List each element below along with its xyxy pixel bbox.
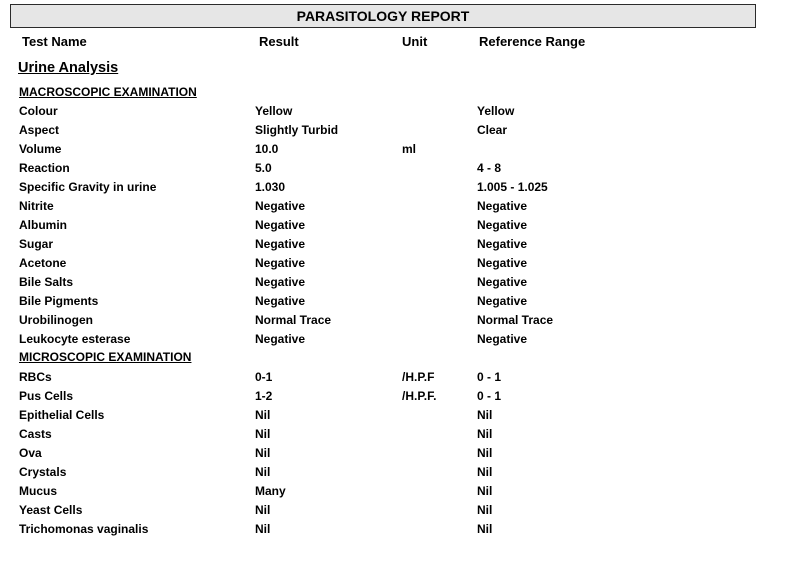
table-row [0,446,789,465]
result-cell: Negative [255,275,306,289]
column-header-result: Result [259,34,299,49]
reference-range-cell: Clear [477,123,508,137]
column-header-reference-range: Reference Range [479,34,586,49]
table-row [0,199,789,218]
test-name-cell: Specific Gravity in urine [19,180,157,194]
reference-range-cell: Nil [477,427,493,441]
reference-range-cell: Nil [477,465,493,479]
reference-range-cell: Negative [477,199,528,213]
result-cell: Normal Trace [255,313,332,327]
table-row [0,522,789,541]
table-row [0,104,789,123]
table-row [0,484,789,503]
table-row [0,237,789,256]
table-row [0,161,789,180]
test-name-cell: Epithelial Cells [19,408,105,422]
result-cell: Negative [255,332,306,346]
result-cell: Yellow [255,104,293,118]
result-cell: Negative [255,218,306,232]
test-name-cell: Pus Cells [19,389,74,403]
reference-range-cell: Normal Trace [477,313,554,327]
table-row [0,503,789,522]
result-cell: 1-2 [255,389,273,403]
table-row [0,427,789,446]
result-cell: 10.0 [255,142,279,156]
test-name-cell: Volume [19,142,62,156]
test-name-cell: Bile Salts [19,275,74,289]
test-name-cell: RBCs [19,370,52,384]
microscopic-examination-title: MICROSCOPIC EXAMINATION [19,350,192,364]
reference-range-cell: Negative [477,275,528,289]
table-row [0,332,789,351]
reference-range-cell: Nil [477,446,493,460]
result-cell: Negative [255,256,306,270]
result-cell: Nil [255,408,271,422]
test-name-cell: Albumin [19,218,67,232]
reference-range-cell: Negative [477,294,528,308]
unit-cell: /H.P.F [402,370,435,384]
test-name-cell: Ova [19,446,42,460]
table-row [0,294,789,313]
unit-cell: ml [402,142,417,156]
table-row [0,408,789,427]
unit-cell: /H.P.F. [402,389,437,403]
result-cell: 1.030 [255,180,286,194]
test-name-cell: Crystals [19,465,67,479]
reference-range-cell: 1.005 - 1.025 [477,180,548,194]
result-cell: Nil [255,446,271,460]
result-cell: Negative [255,294,306,308]
report-title: PARASITOLOGY REPORT [10,4,756,28]
reference-range-cell: Negative [477,237,528,251]
reference-range-cell: 0 - 1 [477,370,502,384]
result-cell: Nil [255,427,271,441]
test-name-cell: Bile Pigments [19,294,99,308]
test-name-cell: Aspect [19,123,60,137]
test-name-cell: Nitrite [19,199,54,213]
section-title-urine-analysis: Urine Analysis [18,60,119,76]
reference-range-cell: Nil [477,408,493,422]
test-name-cell: Mucus [19,484,58,498]
test-name-cell: Colour [19,104,58,118]
result-cell: Many [255,484,286,498]
result-cell: Nil [255,465,271,479]
table-row [0,465,789,484]
test-name-cell: Trichomonas vaginalis [19,522,149,536]
result-cell: Nil [255,503,271,517]
reference-range-cell: Yellow [477,104,515,118]
table-row [0,275,789,294]
table-row [0,142,789,161]
result-cell: Negative [255,237,306,251]
column-header-unit: Unit [402,34,428,49]
table-row [0,370,789,389]
table-row [0,389,789,408]
reference-range-cell: Negative [477,332,528,346]
test-name-cell: Sugar [19,237,54,251]
macroscopic-examination-title: MACROSCOPIC EXAMINATION [19,85,197,99]
reference-range-cell: Nil [477,503,493,517]
test-name-cell: Urobilinogen [19,313,93,327]
result-cell: 5.0 [255,161,272,175]
table-row [0,313,789,332]
column-header-test-name: Test Name [22,34,87,49]
table-row [0,123,789,142]
test-name-cell: Yeast Cells [19,503,83,517]
test-name-cell: Reaction [19,161,70,175]
result-cell: Slightly Turbid [255,123,339,137]
result-cell: Nil [255,522,271,536]
table-row [0,180,789,199]
result-cell: 0-1 [255,370,273,384]
reference-range-cell: Negative [477,256,528,270]
test-name-cell: Casts [19,427,52,441]
table-row [0,256,789,275]
reference-range-cell: Negative [477,218,528,232]
table-row [0,218,789,237]
reference-range-cell: Nil [477,522,493,536]
test-name-cell: Acetone [19,256,67,270]
reference-range-cell: Nil [477,484,493,498]
reference-range-cell: 4 - 8 [477,161,502,175]
reference-range-cell: 0 - 1 [477,389,502,403]
result-cell: Negative [255,199,306,213]
test-name-cell: Leukocyte esterase [19,332,131,346]
